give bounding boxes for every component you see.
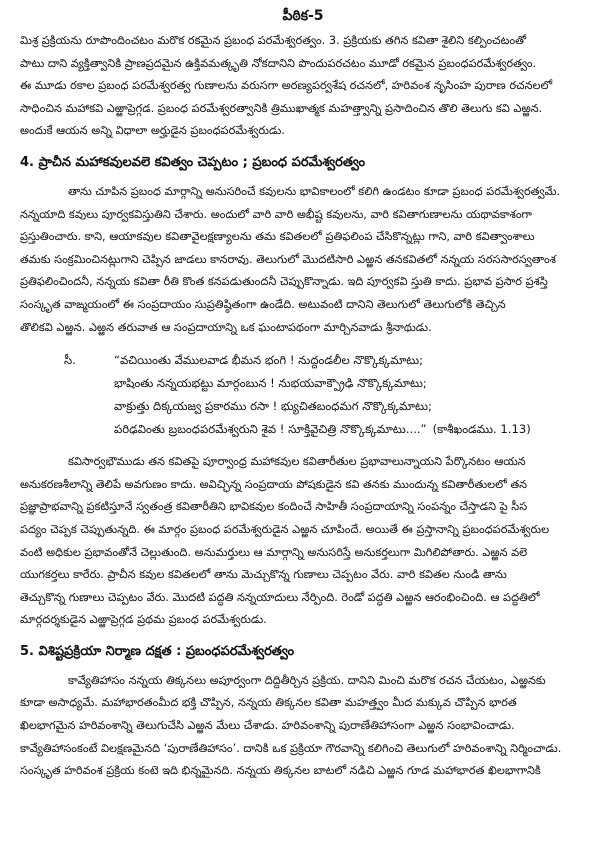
text-line: కూడా అసాధ్యమే. మహాభారతంమీద భక్తి చొప్పిన, నన్నయ తిక్కనల కవితా మహత్త్వం మీద మక్కువ చొప్పిన భారత [20, 696, 517, 710]
text-line: ప్రతిఫలించిందనీ, నన్నయ కవితా రీతి కొంత కనపడుతుందనీ చెప్పుకొన్నాడు. ఇది పూర్వకవి స్తుతి కాదు. ప్రభావ ప్రసార ప్రశస్తి [20, 275, 548, 289]
poem-line-last [114, 418, 586, 441]
text-line: అందుకే ఆయన అన్ని విధాలా అర్హుడైన ప్రబంధపరమేశ్వరుడు. [20, 124, 285, 138]
page-header: పీఠిక-5 [282, 8, 324, 24]
text-line: పద్యం చెప్పక చెప్పుతున్నది. ఈ మార్గం ప్రబంధ పరమేశ్వరుడైన ఎఱ్ఱన చూపిందే. అయితే ఈ ప్రస్తానాన్ని ప్రబంధపరమేశ్వరుల [20, 522, 550, 536]
text-line: కావ్యేతిహాసంకంటే విలక్షణమైనది ‘పురాణేతిహాసం’. దానికి ఒక ప్రక్రియా గౌరవాన్ని కలిగించి తెలుగులో హరివంశాన్ని నిర్మించాడు. [20, 741, 562, 755]
poem-reference: (కాశీఖండము. 1.13) [432, 422, 531, 437]
text-line: ఈ మూడు రకాల ప్రబంధ పరమేశ్వరత్వ గుణాలను వరుసగా అరణ్యపర్వశేష రచనలో, హరివంశ నృసింహ పురాణ రచనలలో [20, 79, 553, 93]
text-line: నన్నయాది కవులు పూర్వకవిస్తుతిని చేశారు. అందులో వారి వారి అభీష్ట కవులను, వారి కవితాగుణాలను యథావకాశంగా [20, 207, 532, 221]
intro-paragraph [20, 30, 586, 143]
commentary-paragraph [20, 451, 586, 632]
poem-block [20, 349, 586, 441]
text-line: తమకు సంక్రమించినట్లుగాని చెప్పిన జాడలు కానరావు. తెలుగులో మొదటిసారి ఎఱ్ఱన తనకవితలో నన్నయ సరససారస్వతాంశ [20, 252, 556, 266]
text-line: ప్రస్తుతించారు. కాని, ఆయాకవుల కవితావైలక్షణ్యాలను తమ కవితలలో ప్రతిఫలింప చేసికొన్నట్లు గాని, వారి కవిత్వాంశాలు [20, 230, 535, 244]
text-line: కవిసార్వభౌముడు తన కవితపై పూర్వాంధ్ర మహాకవుల కవితారీతుల ప్రభావాలున్నాయని పేర్కొనటం ఆయన [68, 455, 526, 469]
text-line: సంస్కృత హరివంశ ప్రక్రియ కంటె ఇది భిన్నమైనది. నన్నయ తిక్కనల బాటలో నడిచి ఎఱ్ఱన గూడ మహాభారత ఖిలభాగానికి [20, 764, 541, 778]
text-line: మిశ్ర ప్రక్రియను రూపొందించటం మరొక రకమైన ప్రబంధ పరమేశ్వరత్వం. 3. ప్రక్రియకు తగిన కవితా శైలిని కల్పించటంతో [20, 34, 527, 47]
text-line: మార్గదర్శకుడైన ఎఱ్ఱాప్రెగ్గడ ప్రథమ ప్రబంధ పరమేశ్వరుడు. [20, 613, 267, 627]
poem-line: “వచియింతు వేములవాడ భీమన భంగి ! నుద్దండలీల నొక్కొక్కమాటు; [114, 353, 424, 368]
section-4-title: 4. ప్రాచీన మహాకవులవలె కవిత్వం చెప్పటం ; ప్రబంధ పరమేశ్వరత్వం [20, 154, 366, 170]
poem-line: పరిఢవింతు బ్రబంధపరమేశ్వరుని శైవ ! సూక్తివైచిత్రి నొక్కొక్కమాటు....” [114, 422, 427, 437]
poem-line: భాషింతు నన్నయభట్టు మార్గంబున ! నుభయవాక్ప్రౌఢి నొక్కొక్కమాటు; [114, 376, 427, 391]
text-line: సాధించిన మహాకవి ఎఱ్ఱాప్రెగ్గడ. ప్రబంధ పరమేశ్వరత్వానికి త్రిముఖాత్మక మహత్త్వాన్ని ప్రసాదించిన తొలి తెలుగు కవి ఎఱ్ఱన. [20, 101, 543, 115]
text-line: ఖిలభాగమైన హరివంశాన్ని తెలుగుచేసి ఎఱ్ఱన మేలు చేశాడు. హరివంశాన్ని పురాణేతిహాసంగా ఎఱ్ఱన సంభావించాడు. [20, 719, 515, 733]
text-line: యుగకర్తలు కారేరు. ప్రాచీన కవుల కవితలలో తాను మెచ్చుకొన్న గుణాలు చెప్పటం వేరు. వారి కవితల నుండి తాను [20, 568, 507, 582]
text-line: పాటు దాని వ్యక్తిత్వానికి ప్రాణప్రదమైన ఉక్తివమత్కృతి నోకదానిని పొందుపరచటం మూడో రకమైన ప్రబంధపరమేశ్వరత్వం. [20, 56, 537, 70]
section-4-paragraph [20, 181, 586, 339]
text-line: కావ్యేతిహాసం నన్నయ తిక్కనలు అపూర్వంగా దిద్దితీర్చిన ప్రక్రియ. దానిని మించి మరొక రచన చేయటం, ఎఱ్ఱనకు [68, 673, 546, 687]
text-line: అనుకరణశీలాన్ని తెలిపే అవగుణం కాదు. అవిచ్ఛిన్న సంప్రదాయ పోషకుడైన కవి తనకు ముందున్న కవితారీతులలో తన [20, 477, 528, 491]
text-line: తాను చూపిన ప్రబంధ మార్గాన్ని అనుసరించే కవులను భావికాలంలో కలిగి ఉండటం కూడా ప్రబంధ పరమేశ్వరత్వమే. [68, 184, 561, 198]
text-line: తెచ్చుకొన్న గుణాలు చెప్పటం వేరు. మొదటి పద్ధతి నన్నయాదులు నేర్పింది. రెండో పద్ధతి ఎఱ్ఱన ఆరంభించింది. ఆ పద్ధతిలో [20, 590, 540, 604]
section-5-paragraph [20, 670, 586, 783]
text-line: సంస్కృత వాఙ్మయంలో ఈ సంప్రదాయం సుప్రతిష్ఠితంగా ఉండేది. అటువంటి దానిని తెలుగులో తెలుగులోకి తెచ్చిన [20, 297, 506, 311]
section-5-title: 5. విశిష్టప్రక్రియా నిర్మాణ దక్షత : ప్రబంధపరమేశ్వరత్వం [20, 643, 295, 659]
text-line: తొలికవి ఎఱ్ఱన. ఎఱ్ఱన తరువాత ఆ సంప్రదాయాన్ని ఒక ఘంటాపథంగా మార్చినవాడు శ్రీనాథుడు. [20, 320, 432, 334]
text-line: వంటి అధికుల ప్రభావంతోనే చెల్లుతుంది. అనుమర్తులు ఆ మార్గాన్ని అనుసరిస్తే అనుకర్తలుగా మిగిలిపోతారు. ఎఱ్ఱన వలె [20, 545, 528, 559]
poem-meter-label: సీ. [64, 353, 76, 368]
poem-line: వాక్రుత్తు దిక్కయజ్వ ప్రకారము రసా ! భ్యుచితబంధమగ నొక్కొక్కమాటు; [114, 399, 432, 414]
text-line: ప్రజ్ఞాప్రాభవాన్ని ప్రకటిస్తూనే స్వతంత్ర కవితారీతిని భావికవుల కందించే సాహితీ సంప్రదాయాన్ని సంపన్నం చేస్తాడని పై సీస [20, 500, 528, 514]
